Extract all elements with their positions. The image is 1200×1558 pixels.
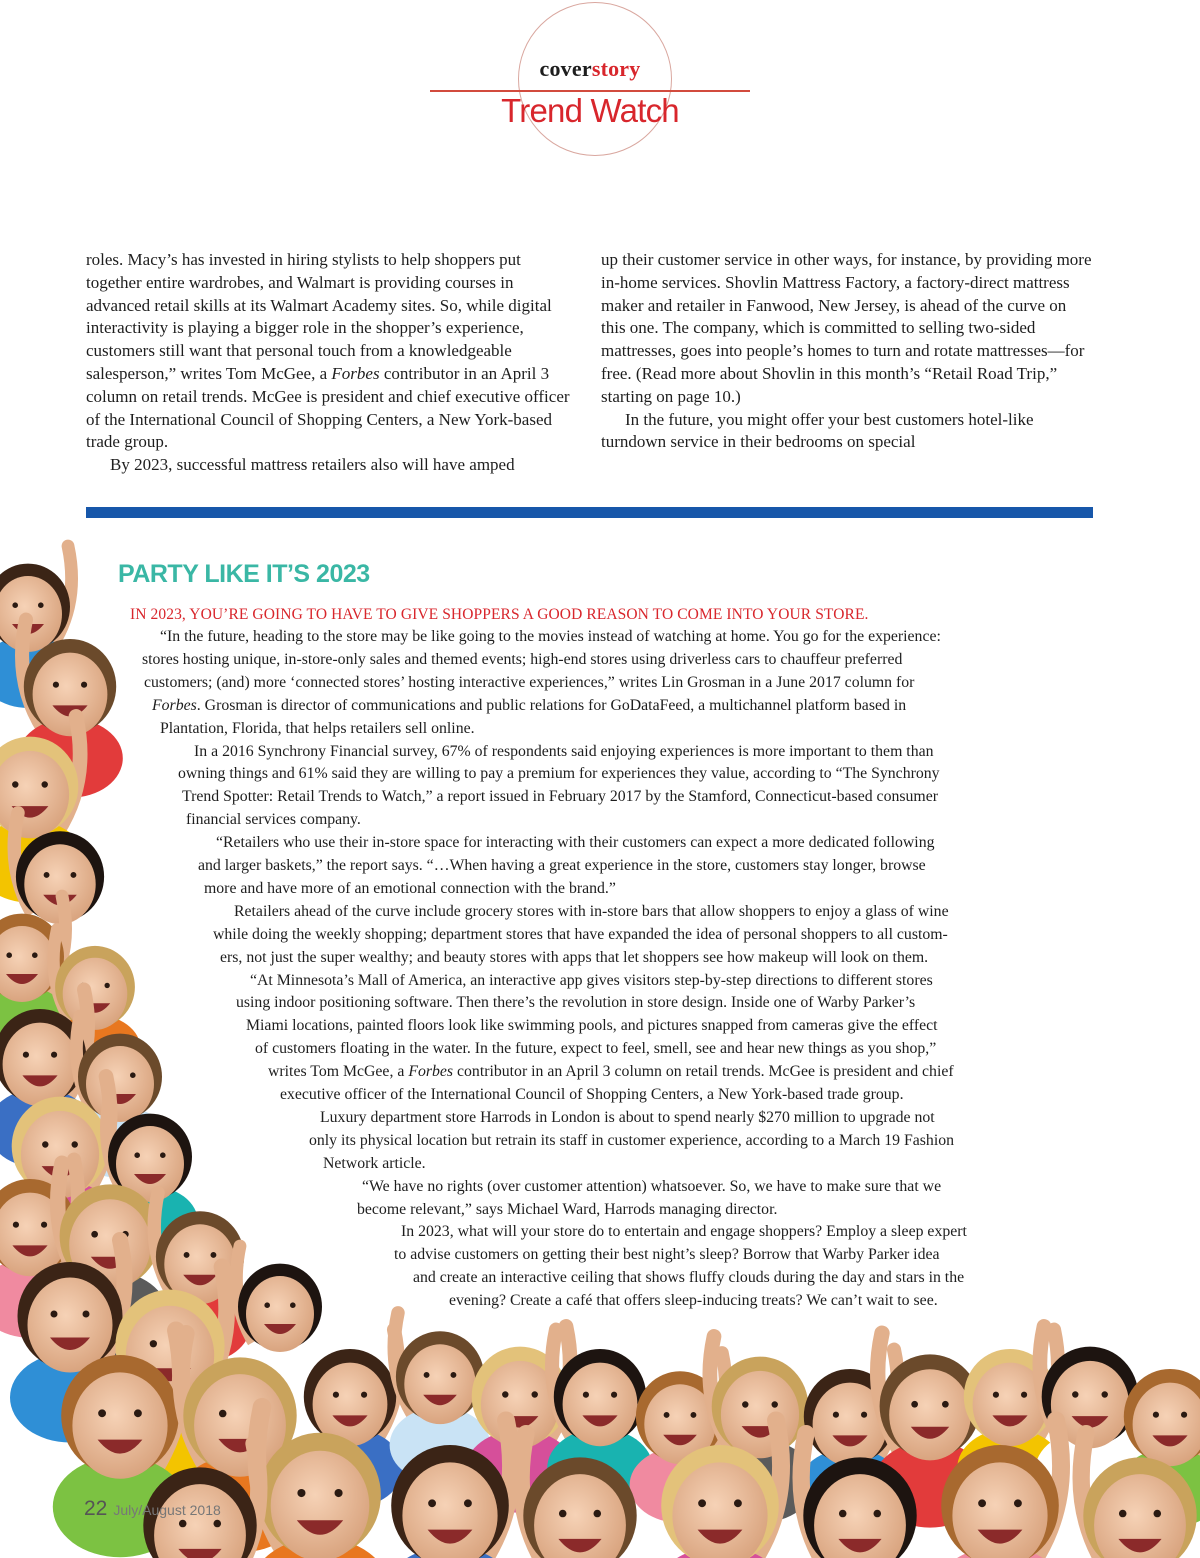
sidebar-line: to advise customers on getting their best night’s sleep? Borrow that Warby Parker idea <box>394 1246 940 1264</box>
section-kicker <box>430 56 750 82</box>
left-p1-text-b: contributor in an April 3 column on retail trends. McGee is president and chief executive officer of the International Council of Shopping Centers, a New York-based trade group. <box>86 363 570 452</box>
sidebar-line: “At Minnesota’s Mall of America, an interactive app gives visitors step-by-step directions to different stores <box>250 971 933 989</box>
sidebar-line: only its physical location but retrain its staff in customer experience, according to a March 19 Fashion <box>309 1131 955 1149</box>
sidebar-line: financial services company. <box>186 811 361 829</box>
left-paragraph-1 <box>86 249 580 454</box>
sidebar-line: of customers floating in the water. In the future, expect to feel, smell, see and hear new things as you shop,” <box>255 1040 937 1058</box>
sidebar-line: and larger baskets,” the report says. “…When having a great experience in the store, customers stay longer, browse <box>198 857 926 874</box>
section-divider-bar <box>86 507 1093 518</box>
sidebar-title: PARTY LIKE IT’S 2023 <box>118 560 370 588</box>
section-title: Trend Watch <box>501 92 679 129</box>
sidebar-line: using indoor positioning software. Then there’s the revolution in store design. Inside one of Warby Parker’s <box>236 994 916 1012</box>
sidebar-line: become relevant,” says Michael Ward, Harrods managing director. <box>357 1200 778 1218</box>
sidebar-line: writes Tom McGee, a Forbes contributor in an April 3 column on retail trends. McGee is president and chief <box>268 1063 954 1081</box>
sidebar-line: stores hosting unique, in-store-only sales and themed events; high-end stores using driverless cars to chauffeur preferred <box>142 650 903 668</box>
left-p1-italic: Forbes <box>331 363 380 383</box>
left-paragraph-2: By 2023, successful mattress retailers also will have amped <box>110 455 515 475</box>
right-paragraph-1: up their customer service in other ways, for instance, by providing more in-home services. Shovlin Mattress Factory, a factory-direct mattress maker and retailer in Fanwood, New Jersey, is ahead of the curve on this one. The company, which is committed to selling two-sided mattresses, goes into people’s homes to turn and rotate mattresses—for free. (Read more about Shovlin in this month’s “Retail Road Trip,” starting on page 10.) <box>601 250 1092 406</box>
sidebar-line: Plantation, Florida, that helps retailers sell online. <box>160 719 475 737</box>
sidebar-line: more and have more of an emotional connection with the brand.” <box>204 879 616 897</box>
left-p1-text-a: roles. Macy’s has invested in hiring stylists to help shoppers put together entire wardrobes, and Walmart is providing courses in advanced retail skills at its Walmart Academy sites. So, while digital interactivity is playing a bigger role in the shopper’s experience, customers still want that personal touch from a knowledgeable salesperson,” writes Tom McGee, a <box>86 250 552 383</box>
sidebar-line: Luxury department store Harrods in London is about to spend nearly $270 million to upgrade not <box>320 1108 935 1126</box>
sidebar-line: In a 2016 Synchrony Financial survey, 67% of respondents said enjoying experiences is more important to them than <box>194 742 934 760</box>
right-paragraph-2: In the future, you might offer your best customers hotel-like turndown service in their bedrooms on special <box>601 409 1034 452</box>
right-column <box>601 249 1095 454</box>
sidebar-line: customers; (and) more ‘connected stores’ hosting interactive experiences,” writes Lin Grosman in a June 2017 column for <box>144 673 915 691</box>
sidebar-line: “Retailers who use their in-store space for interacting with their customers can expect a more dedicated following <box>216 834 935 852</box>
kicker-story: story <box>591 56 641 81</box>
sidebar-line: In 2023, what will your store do to entertain and engage shoppers? Employ a sleep expert <box>401 1223 967 1241</box>
sidebar-line: and create an interactive ceiling that shows fluffy clouds during the day and stars in the <box>413 1269 965 1287</box>
sidebar-line: owning things and 61% said they are willing to pay a premium for experiences they value, according to “The Synchrony <box>178 765 940 783</box>
sidebar-line: executive officer of the International Council of Shopping Centers, a New York-based trade group. <box>280 1086 904 1103</box>
sidebar-line: Retailers ahead of the curve include grocery stores with in-store bars that allow shoppers to enjoy a glass of wine <box>234 902 949 920</box>
sidebar-line: “In the future, heading to the store may be like going to the movies instead of watching at home. You go for the experience: <box>160 628 941 645</box>
sidebar-line: Forbes. Grosman is director of communications and public relations for GoDataFeed, a multichannel platform based in <box>152 696 907 714</box>
sidebar-line: Trend Spotter: Retail Trends to Watch,” a report issued in February 2017 by the Stamford, Connecticut-based consumer <box>182 788 938 806</box>
sidebar-subtitle: IN 2023, YOU’RE GOING TO HAVE TO GIVE SHOPPERS A GOOD REASON TO COME INTO YOUR STORE. <box>130 606 869 623</box>
sidebar-line: “We have no rights (over customer attention) whatsoever. So, we have to make sure that we <box>362 1177 942 1195</box>
sidebar-line: while doing the weekly shopping; department stores that have expanded the idea of personal shoppers to all custom- <box>213 925 948 943</box>
kicker-cover: cover <box>539 56 592 81</box>
sidebar-line: evening? Create a café that offers sleep-inducing treats? We can’t wait to see. <box>449 1292 938 1310</box>
page-number: 22 <box>84 1497 108 1520</box>
left-column <box>86 249 580 477</box>
sidebar-line: ers, not just the super wealthy; and beauty stores with apps that let shoppers see how makeup will look on them. <box>220 948 929 966</box>
sidebar-line: Miami locations, painted floors look like swimming pools, and pictures snapped from cameras give the effect <box>246 1017 938 1035</box>
page-footer <box>84 1497 221 1521</box>
sidebar-line: Network article. <box>323 1154 426 1172</box>
issue-date: July/August 2018 <box>113 1502 221 1518</box>
